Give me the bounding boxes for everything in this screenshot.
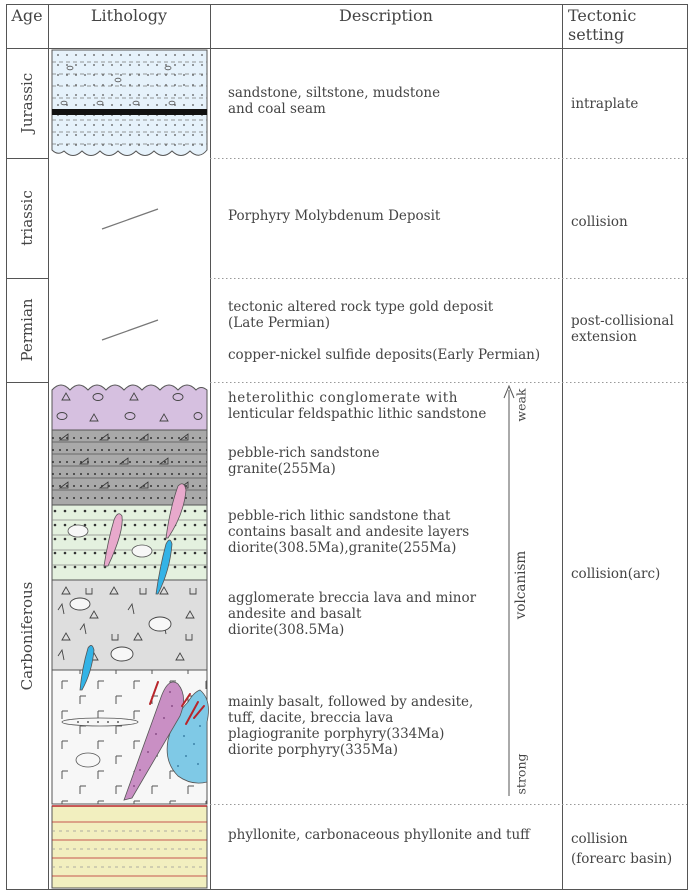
desc-line: plagiogranite porphyry(334Ma) [228, 726, 445, 742]
desc-line: granite(255Ma) [228, 461, 336, 477]
header-tectonic-line1: Tectonic [568, 6, 637, 25]
tectonic-carboniferous: collision(arc) [571, 566, 661, 582]
header-tectonic-line2: setting [568, 25, 625, 44]
desc-triassic [228, 208, 440, 224]
desc-line: diorite(308.5Ma) [228, 622, 345, 638]
jurassic-lithology [52, 50, 207, 156]
desc-line: sandstone, siltstone, mudstone [228, 85, 441, 101]
desc-line: tuff, dacite, breccia lava [228, 710, 394, 726]
desc-line: tectonic altered rock type gold deposit [228, 299, 494, 315]
desc-basalt [228, 694, 473, 758]
header-description: Description [339, 6, 433, 25]
desc-line: (Late Permian) [228, 315, 331, 331]
tectonic-forearc [571, 831, 672, 867]
coal-seam [52, 109, 207, 115]
conglomerate-layer [52, 385, 207, 430]
tectonic-line: extension [571, 329, 637, 345]
desc-agglomerate [228, 590, 476, 638]
desc-line: phyllonite, carbonaceous phyllonite and tuff [228, 827, 530, 843]
desc-phyllonite [228, 827, 530, 843]
age-jurassic: Jurassic [18, 72, 36, 134]
desc-jurassic [228, 85, 440, 117]
desc-line: copper-nickel sulfide deposits(Early Permian) [228, 347, 541, 363]
tectonic-line: (forearc basin) [571, 851, 673, 867]
desc-line: and coal seam [228, 101, 326, 117]
desc-line: agglomerate breccia lava and minor [228, 590, 477, 606]
lithic-sandstone-layer [52, 505, 207, 580]
desc-line: andesite and basalt [228, 606, 362, 622]
tectonic-line: collision [571, 831, 628, 847]
header-age: Age [11, 6, 43, 25]
volcanism-weak-label: weak [513, 388, 529, 422]
desc-line: diorite porphyry(335Ma) [228, 742, 399, 758]
desc-line: mainly basalt, followed by andesite, [228, 694, 474, 710]
header-lithology: Lithology [90, 6, 168, 25]
desc-line: Porphyry Molybdenum Deposit [228, 208, 441, 224]
desc-line: heterolithic conglomerate with [228, 390, 459, 406]
header-tectonic [568, 6, 636, 44]
desc-pebble-sandstone [228, 445, 380, 477]
age-permian: Permian [18, 298, 36, 362]
tectonic-triassic: collision [571, 214, 628, 230]
desc-permian [228, 299, 540, 363]
fault-line-icon [102, 209, 158, 229]
basalt-layer [52, 670, 208, 804]
desc-lithic-sandstone [228, 508, 469, 556]
desc-line: contains basalt and andesite layers [228, 524, 470, 540]
fault-line-icon [102, 320, 158, 340]
agglomerate-breccia-layer [52, 580, 207, 670]
desc-line: lenticular feldspathic lithic sandstone [228, 406, 487, 422]
tectonic-line: post-collisional [571, 313, 674, 329]
desc-line: pebble-rich lithic sandstone that [228, 508, 451, 524]
volcanism-label: volcanism [513, 550, 529, 620]
phyllonite-layer [52, 806, 207, 888]
volcanism-strong-label: strong [513, 753, 529, 795]
age-carboniferous: Carboniferous [18, 581, 36, 691]
desc-line: diorite(308.5Ma),granite(255Ma) [228, 540, 457, 556]
tectonic-jurassic: intraplate [571, 96, 639, 112]
desc-line: pebble-rich sandstone [228, 445, 380, 461]
tectonic-permian [571, 313, 674, 345]
age-triassic: triassic [18, 190, 36, 246]
desc-conglomerate [228, 390, 486, 422]
